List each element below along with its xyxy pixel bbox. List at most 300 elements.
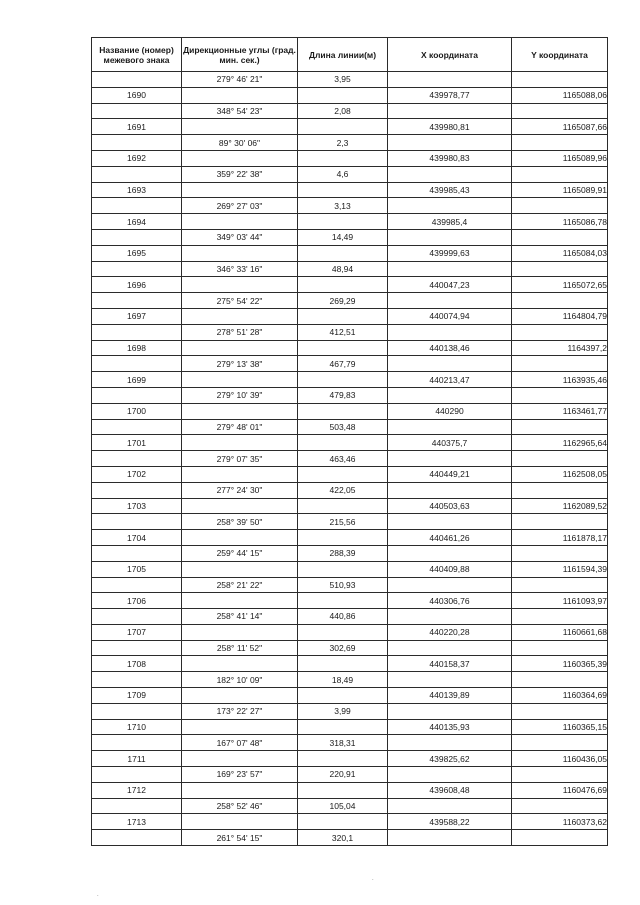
x-coordinate-cell: 439608,48 xyxy=(388,782,512,798)
table-row xyxy=(92,324,608,340)
bearing-angle-cell: 359° 22' 38" xyxy=(182,166,298,182)
x-coordinate-cell: 439825,62 xyxy=(388,751,512,767)
marker-name-cell: 1711 xyxy=(92,751,182,767)
bearing-angle-cell: 182° 10' 09" xyxy=(182,672,298,688)
marker-name-cell xyxy=(92,735,182,751)
table-row xyxy=(92,561,608,577)
line-length-cell: 467,79 xyxy=(298,356,388,372)
line-length-cell xyxy=(298,245,388,261)
line-length-cell xyxy=(298,87,388,103)
table-row xyxy=(92,482,608,498)
bearing-angle-cell: 269° 27' 03" xyxy=(182,198,298,214)
x-coordinate-cell xyxy=(388,767,512,783)
marker-name-cell: 1712 xyxy=(92,782,182,798)
table-row xyxy=(92,356,608,372)
marker-name-cell xyxy=(92,545,182,561)
table-row xyxy=(92,814,608,830)
y-coordinate-cell xyxy=(512,135,608,151)
table-row xyxy=(92,498,608,514)
table-row xyxy=(92,798,608,814)
header-x-coordinate: X координата xyxy=(388,38,512,72)
x-coordinate-cell xyxy=(388,261,512,277)
line-length-cell: 105,04 xyxy=(298,798,388,814)
y-coordinate-cell: 1161878,17 xyxy=(512,530,608,546)
line-length-cell xyxy=(298,435,388,451)
y-coordinate-cell xyxy=(512,356,608,372)
table-row xyxy=(92,640,608,656)
line-length-cell: 463,46 xyxy=(298,451,388,467)
table-row xyxy=(92,719,608,735)
bearing-angle-cell xyxy=(182,688,298,704)
table-row xyxy=(92,688,608,704)
y-coordinate-cell: 1160436,05 xyxy=(512,751,608,767)
y-coordinate-cell: 1165089,91 xyxy=(512,182,608,198)
x-coordinate-cell xyxy=(388,830,512,846)
line-length-cell xyxy=(298,782,388,798)
bearing-angle-cell xyxy=(182,466,298,482)
marker-name-cell xyxy=(92,640,182,656)
x-coordinate-cell: 440138,46 xyxy=(388,340,512,356)
bearing-angle-cell: 89° 30' 06" xyxy=(182,135,298,151)
x-coordinate-cell xyxy=(388,577,512,593)
x-coordinate-cell xyxy=(388,198,512,214)
line-length-cell: 422,05 xyxy=(298,482,388,498)
header-y-coordinate: Y координата xyxy=(512,38,608,72)
bearing-angle-cell: 277° 24' 30" xyxy=(182,482,298,498)
x-coordinate-cell xyxy=(388,545,512,561)
marker-name-cell xyxy=(92,103,182,119)
y-coordinate-cell xyxy=(512,672,608,688)
x-coordinate-cell xyxy=(388,293,512,309)
x-coordinate-cell xyxy=(388,72,512,88)
table-row xyxy=(92,656,608,672)
y-coordinate-cell: 1165087,66 xyxy=(512,119,608,135)
table-row xyxy=(92,419,608,435)
y-coordinate-cell: 1162965,64 xyxy=(512,435,608,451)
bearing-angle-cell: 173° 22' 27" xyxy=(182,703,298,719)
y-coordinate-cell xyxy=(512,72,608,88)
x-coordinate-cell: 440213,47 xyxy=(388,372,512,388)
bearing-angle-cell: 258° 11' 52" xyxy=(182,640,298,656)
x-coordinate-cell: 439588,22 xyxy=(388,814,512,830)
table-row xyxy=(92,119,608,135)
y-coordinate-cell xyxy=(512,767,608,783)
line-length-cell xyxy=(298,561,388,577)
header-marker-name: Название (номер) межевого знака xyxy=(92,38,182,72)
table-row xyxy=(92,103,608,119)
bearing-angle-cell: 279° 07' 35" xyxy=(182,451,298,467)
x-coordinate-cell xyxy=(388,640,512,656)
y-coordinate-cell xyxy=(512,261,608,277)
line-length-cell xyxy=(298,593,388,609)
marker-name-cell: 1709 xyxy=(92,688,182,704)
line-length-cell: 318,31 xyxy=(298,735,388,751)
bearing-angle-cell: 348° 54' 23" xyxy=(182,103,298,119)
y-coordinate-cell xyxy=(512,387,608,403)
bearing-angle-cell: 279° 13' 38" xyxy=(182,356,298,372)
line-length-cell: 412,51 xyxy=(298,324,388,340)
table-row xyxy=(92,545,608,561)
scan-speck: . xyxy=(372,876,374,882)
table-row xyxy=(92,166,608,182)
table-row xyxy=(92,403,608,419)
table-row xyxy=(92,261,608,277)
line-length-cell: 4,6 xyxy=(298,166,388,182)
table-row xyxy=(92,624,608,640)
table-header-row xyxy=(92,38,608,72)
y-coordinate-cell xyxy=(512,198,608,214)
y-coordinate-cell xyxy=(512,798,608,814)
y-coordinate-cell: 1161093,97 xyxy=(512,593,608,609)
table-row xyxy=(92,830,608,846)
x-coordinate-cell xyxy=(388,798,512,814)
y-coordinate-cell: 1160364,69 xyxy=(512,688,608,704)
line-length-cell: 302,69 xyxy=(298,640,388,656)
x-coordinate-cell: 439999,63 xyxy=(388,245,512,261)
line-length-cell xyxy=(298,182,388,198)
y-coordinate-cell xyxy=(512,229,608,245)
marker-name-cell: 1713 xyxy=(92,814,182,830)
marker-name-cell xyxy=(92,703,182,719)
bearing-angle-cell xyxy=(182,530,298,546)
bearing-angle-cell: 279° 10' 39" xyxy=(182,387,298,403)
line-length-cell: 479,83 xyxy=(298,387,388,403)
table-row xyxy=(92,609,608,625)
y-coordinate-cell xyxy=(512,293,608,309)
line-length-cell xyxy=(298,498,388,514)
x-coordinate-cell: 440290 xyxy=(388,403,512,419)
x-coordinate-cell: 440158,37 xyxy=(388,656,512,672)
marker-name-cell: 1704 xyxy=(92,530,182,546)
marker-name-cell: 1694 xyxy=(92,214,182,230)
y-coordinate-cell xyxy=(512,703,608,719)
line-length-cell: 2,08 xyxy=(298,103,388,119)
bearing-angle-cell: 261° 54' 15" xyxy=(182,830,298,846)
x-coordinate-cell: 439985,43 xyxy=(388,182,512,198)
x-coordinate-cell xyxy=(388,672,512,688)
line-length-cell: 440,86 xyxy=(298,609,388,625)
bearing-angle-cell xyxy=(182,214,298,230)
header-bearing-angle: Дирекционные углы (град. мин. сек.) xyxy=(182,38,298,72)
x-coordinate-cell: 440139,89 xyxy=(388,688,512,704)
bearing-angle-cell xyxy=(182,372,298,388)
bearing-angle-cell: 258° 39' 50" xyxy=(182,514,298,530)
x-coordinate-cell xyxy=(388,324,512,340)
x-coordinate-cell: 440461,26 xyxy=(388,530,512,546)
table-body xyxy=(92,72,608,846)
marker-name-cell: 1705 xyxy=(92,561,182,577)
table-row xyxy=(92,293,608,309)
marker-name-cell xyxy=(92,324,182,340)
bearing-angle-cell xyxy=(182,403,298,419)
marker-name-cell: 1691 xyxy=(92,119,182,135)
x-coordinate-cell: 440449,21 xyxy=(388,466,512,482)
x-coordinate-cell xyxy=(388,482,512,498)
table-row xyxy=(92,451,608,467)
x-coordinate-cell xyxy=(388,356,512,372)
x-coordinate-cell: 439978,77 xyxy=(388,87,512,103)
marker-name-cell: 1702 xyxy=(92,466,182,482)
y-coordinate-cell: 1162089,52 xyxy=(512,498,608,514)
bearing-angle-cell: 278° 51' 28" xyxy=(182,324,298,340)
bearing-angle-cell xyxy=(182,593,298,609)
y-coordinate-cell: 1163935,46 xyxy=(512,372,608,388)
x-coordinate-cell xyxy=(388,419,512,435)
marker-name-cell xyxy=(92,798,182,814)
y-coordinate-cell: 1160373,62 xyxy=(512,814,608,830)
x-coordinate-cell: 440409,88 xyxy=(388,561,512,577)
y-coordinate-cell xyxy=(512,451,608,467)
bearing-angle-cell xyxy=(182,245,298,261)
line-length-cell xyxy=(298,308,388,324)
line-length-cell xyxy=(298,719,388,735)
bearing-angle-cell xyxy=(182,150,298,166)
scan-speck: . xyxy=(97,892,99,898)
marker-name-cell: 1707 xyxy=(92,624,182,640)
marker-name-cell xyxy=(92,609,182,625)
table-row xyxy=(92,87,608,103)
table-row xyxy=(92,735,608,751)
y-coordinate-cell: 1160365,39 xyxy=(512,656,608,672)
bearing-angle-cell xyxy=(182,498,298,514)
x-coordinate-cell xyxy=(388,229,512,245)
bearing-angle-cell xyxy=(182,751,298,767)
table-row xyxy=(92,593,608,609)
marker-name-cell: 1708 xyxy=(92,656,182,672)
y-coordinate-cell: 1165088,06 xyxy=(512,87,608,103)
marker-name-cell: 1690 xyxy=(92,87,182,103)
marker-name-cell xyxy=(92,198,182,214)
marker-name-cell xyxy=(92,261,182,277)
bearing-angle-cell xyxy=(182,87,298,103)
table-row xyxy=(92,751,608,767)
line-length-cell xyxy=(298,530,388,546)
x-coordinate-cell xyxy=(388,735,512,751)
y-coordinate-cell: 1165084,03 xyxy=(512,245,608,261)
marker-name-cell xyxy=(92,72,182,88)
line-length-cell: 2,3 xyxy=(298,135,388,151)
table-row xyxy=(92,340,608,356)
x-coordinate-cell: 439980,81 xyxy=(388,119,512,135)
marker-name-cell xyxy=(92,229,182,245)
bearing-angle-cell xyxy=(182,561,298,577)
x-coordinate-cell: 440074,94 xyxy=(388,308,512,324)
line-length-cell: 320,1 xyxy=(298,830,388,846)
x-coordinate-cell xyxy=(388,514,512,530)
table-row xyxy=(92,277,608,293)
y-coordinate-cell xyxy=(512,482,608,498)
line-length-cell: 14,49 xyxy=(298,229,388,245)
marker-name-cell xyxy=(92,767,182,783)
line-length-cell xyxy=(298,403,388,419)
x-coordinate-cell: 439980,83 xyxy=(388,150,512,166)
bearing-angle-cell: 258° 52' 46" xyxy=(182,798,298,814)
line-length-cell xyxy=(298,624,388,640)
bearing-angle-cell: 275° 54' 22" xyxy=(182,293,298,309)
y-coordinate-cell: 1164804,79 xyxy=(512,308,608,324)
y-coordinate-cell: 1165072,65 xyxy=(512,277,608,293)
bearing-angle-cell: 167° 07' 48" xyxy=(182,735,298,751)
y-coordinate-cell: 1162508,05 xyxy=(512,466,608,482)
marker-name-cell: 1699 xyxy=(92,372,182,388)
x-coordinate-cell xyxy=(388,387,512,403)
marker-name-cell: 1703 xyxy=(92,498,182,514)
boundary-coordinates-table xyxy=(91,37,608,846)
line-length-cell: 510,93 xyxy=(298,577,388,593)
marker-name-cell: 1710 xyxy=(92,719,182,735)
x-coordinate-cell xyxy=(388,166,512,182)
marker-name-cell: 1695 xyxy=(92,245,182,261)
y-coordinate-cell xyxy=(512,609,608,625)
line-length-cell xyxy=(298,119,388,135)
x-coordinate-cell xyxy=(388,703,512,719)
y-coordinate-cell: 1160661,68 xyxy=(512,624,608,640)
marker-name-cell xyxy=(92,387,182,403)
y-coordinate-cell: 1160476,69 xyxy=(512,782,608,798)
line-length-cell xyxy=(298,688,388,704)
table-row xyxy=(92,229,608,245)
marker-name-cell xyxy=(92,166,182,182)
bearing-angle-cell xyxy=(182,277,298,293)
table-row xyxy=(92,182,608,198)
y-coordinate-cell xyxy=(512,735,608,751)
y-coordinate-cell: 1164397,2 xyxy=(512,340,608,356)
line-length-cell xyxy=(298,656,388,672)
x-coordinate-cell: 440047,23 xyxy=(388,277,512,293)
bearing-angle-cell xyxy=(182,308,298,324)
bearing-angle-cell xyxy=(182,119,298,135)
bearing-angle-cell xyxy=(182,782,298,798)
table-row xyxy=(92,577,608,593)
marker-name-cell xyxy=(92,356,182,372)
line-length-cell: 215,56 xyxy=(298,514,388,530)
y-coordinate-cell xyxy=(512,514,608,530)
marker-name-cell xyxy=(92,514,182,530)
table-row xyxy=(92,703,608,719)
bearing-angle-cell: 259° 44' 15" xyxy=(182,545,298,561)
table-row xyxy=(92,672,608,688)
marker-name-cell: 1697 xyxy=(92,308,182,324)
bearing-angle-cell xyxy=(182,719,298,735)
line-length-cell: 3,95 xyxy=(298,72,388,88)
x-coordinate-cell: 440220,28 xyxy=(388,624,512,640)
bearing-angle-cell: 346° 33' 16" xyxy=(182,261,298,277)
y-coordinate-cell: 1165086,78 xyxy=(512,214,608,230)
y-coordinate-cell xyxy=(512,640,608,656)
marker-name-cell xyxy=(92,830,182,846)
x-coordinate-cell: 440135,93 xyxy=(388,719,512,735)
line-length-cell: 18,49 xyxy=(298,672,388,688)
marker-name-cell: 1701 xyxy=(92,435,182,451)
bearing-angle-cell: 349° 03' 44" xyxy=(182,229,298,245)
bearing-angle-cell: 279° 48' 01" xyxy=(182,419,298,435)
table-row xyxy=(92,782,608,798)
bearing-angle-cell xyxy=(182,182,298,198)
x-coordinate-cell xyxy=(388,609,512,625)
y-coordinate-cell xyxy=(512,830,608,846)
y-coordinate-cell xyxy=(512,324,608,340)
y-coordinate-cell: 1165089,96 xyxy=(512,150,608,166)
line-length-cell xyxy=(298,214,388,230)
table-row xyxy=(92,514,608,530)
x-coordinate-cell: 440306,76 xyxy=(388,593,512,609)
marker-name-cell: 1698 xyxy=(92,340,182,356)
marker-name-cell: 1693 xyxy=(92,182,182,198)
y-coordinate-cell xyxy=(512,166,608,182)
header-line-length: Длина линии(м) xyxy=(298,38,388,72)
table-row xyxy=(92,214,608,230)
x-coordinate-cell: 439985,4 xyxy=(388,214,512,230)
table-row xyxy=(92,466,608,482)
bearing-angle-cell: 169° 23' 57" xyxy=(182,767,298,783)
y-coordinate-cell xyxy=(512,577,608,593)
line-length-cell: 48,94 xyxy=(298,261,388,277)
table-row xyxy=(92,308,608,324)
table-row xyxy=(92,372,608,388)
bearing-angle-cell xyxy=(182,624,298,640)
line-length-cell: 3,13 xyxy=(298,198,388,214)
x-coordinate-cell xyxy=(388,451,512,467)
line-length-cell: 269,29 xyxy=(298,293,388,309)
bearing-angle-cell: 279° 46' 21" xyxy=(182,72,298,88)
bearing-angle-cell xyxy=(182,814,298,830)
bearing-angle-cell xyxy=(182,435,298,451)
marker-name-cell xyxy=(92,577,182,593)
table-row xyxy=(92,245,608,261)
marker-name-cell: 1692 xyxy=(92,150,182,166)
marker-name-cell xyxy=(92,419,182,435)
table-row xyxy=(92,135,608,151)
table-row xyxy=(92,150,608,166)
table-row xyxy=(92,435,608,451)
x-coordinate-cell xyxy=(388,103,512,119)
line-length-cell xyxy=(298,751,388,767)
bearing-angle-cell: 258° 21' 22" xyxy=(182,577,298,593)
line-length-cell xyxy=(298,340,388,356)
x-coordinate-cell: 440375,7 xyxy=(388,435,512,451)
marker-name-cell xyxy=(92,451,182,467)
table-row xyxy=(92,387,608,403)
x-coordinate-cell xyxy=(388,135,512,151)
y-coordinate-cell: 1161594,39 xyxy=(512,561,608,577)
table-row xyxy=(92,72,608,88)
line-length-cell xyxy=(298,372,388,388)
y-coordinate-cell xyxy=(512,545,608,561)
line-length-cell: 220,91 xyxy=(298,767,388,783)
marker-name-cell xyxy=(92,672,182,688)
bearing-angle-cell xyxy=(182,656,298,672)
line-length-cell xyxy=(298,277,388,293)
marker-name-cell: 1706 xyxy=(92,593,182,609)
marker-name-cell xyxy=(92,482,182,498)
bearing-angle-cell: 258° 41' 14" xyxy=(182,609,298,625)
table-row xyxy=(92,767,608,783)
line-length-cell: 288,39 xyxy=(298,545,388,561)
marker-name-cell xyxy=(92,135,182,151)
marker-name-cell: 1700 xyxy=(92,403,182,419)
y-coordinate-cell xyxy=(512,419,608,435)
table-row xyxy=(92,530,608,546)
y-coordinate-cell xyxy=(512,103,608,119)
line-length-cell xyxy=(298,150,388,166)
marker-name-cell: 1696 xyxy=(92,277,182,293)
table-row xyxy=(92,198,608,214)
y-coordinate-cell: 1160365,15 xyxy=(512,719,608,735)
line-length-cell: 503,48 xyxy=(298,419,388,435)
line-length-cell xyxy=(298,466,388,482)
bearing-angle-cell xyxy=(182,340,298,356)
line-length-cell: 3,99 xyxy=(298,703,388,719)
